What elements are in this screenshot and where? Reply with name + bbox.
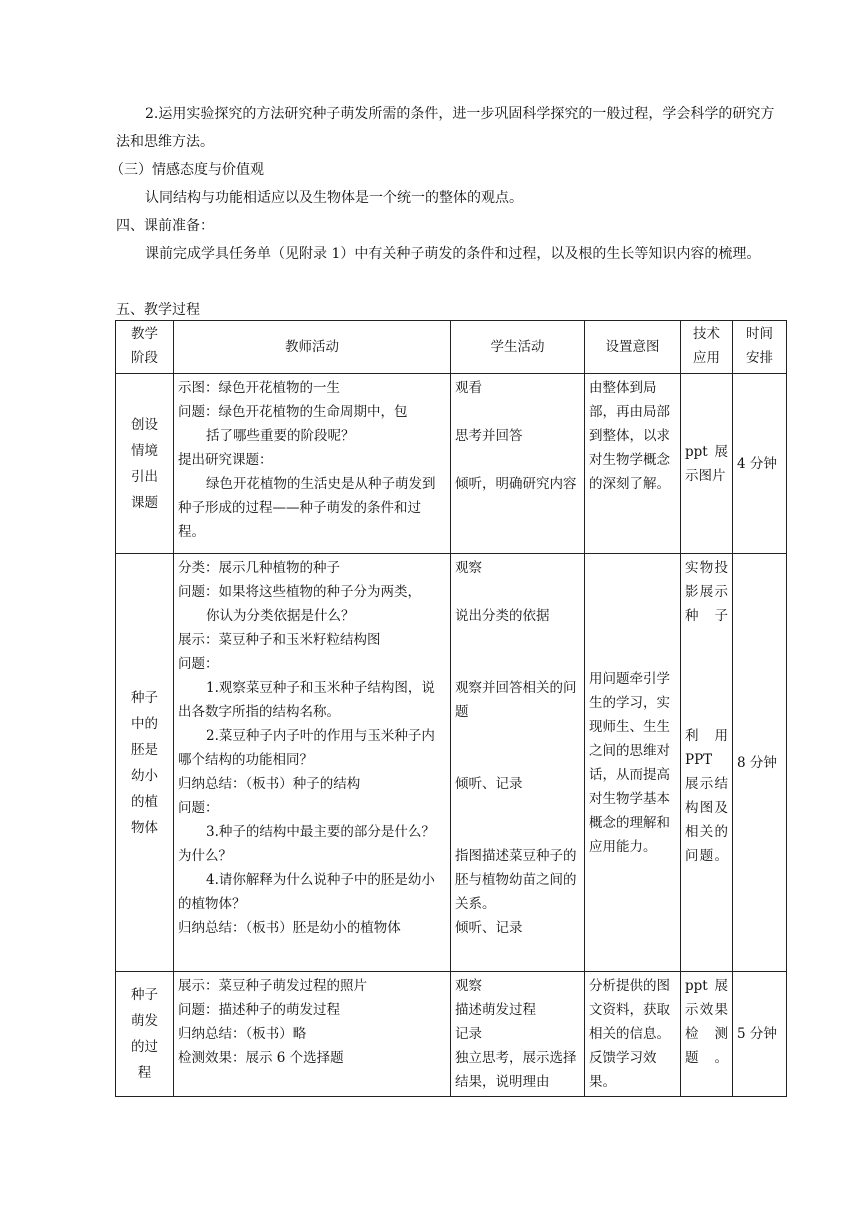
student-activity-cell: 观察 描述萌发过程 记录 独立思考，展示选择结果，说明理由 (451, 972, 585, 1097)
preparation-paragraph: 课前完成学具任务单（见附录 1）中有关种子萌发的条件和过程，以及根的生长等知识内容的梳理。 (145, 246, 761, 262)
table-header-row (116, 321, 787, 374)
header-tech: 技术 应用 (681, 321, 733, 374)
table-row (116, 972, 787, 1097)
time-cell: 5 分钟 (733, 972, 787, 1097)
tech-cell: ppt 展示图片 (681, 374, 733, 554)
intent-cell: 用问题牵引学生的学习，实现师生、生生之间的思维对话，从而提高对生物学基本概念的理解和应用能力。 (585, 554, 681, 972)
objective-paragraph-2: 2.运用实验探究的方法研究种子萌发所需的条件，进一步巩固科学探究的一般过程，学会科学的研究方法和思维方法。 (116, 106, 775, 150)
section-heading-attitude: （三）情感态度与价值观 (110, 162, 264, 178)
teacher-activity-cell: 展示：菜豆种子萌发过程的照片 问题：描述种子的萌发过程 归纳总结：（板书）略 检测效果：展示 6 个选择题 (174, 972, 451, 1097)
teaching-process-table (115, 320, 787, 1097)
section-heading-process: 五、教学过程 (116, 302, 200, 318)
attitude-paragraph: 认同结构与功能相适应以及生物体是一个统一的整体的观点。 (145, 190, 523, 206)
table-row (116, 374, 787, 554)
stage-cell: 创设 情境 引出 课题 (116, 374, 174, 554)
header-intent: 设置意图 (585, 321, 681, 374)
stage-cell: 种子 中的 胚是 幼小 的植 物体 (116, 554, 174, 972)
header-stage: 教学 阶段 (116, 321, 174, 374)
tech-cell: ppt 展示效果检测题。 (681, 972, 733, 1097)
stage-cell: 种子 萌发 的过 程 (116, 972, 174, 1097)
teacher-activity-cell: 示图：绿色开花植物的一生 问题：绿色开花植物的生命周期中，包 括了哪些重要的阶段呢？ 提出研究课题： 绿色开花植物的生活史是从种子萌发到种子形成的过程——种子萌发的条件和过程。 (174, 374, 451, 554)
section-heading-preparation: 四、课前准备： (116, 218, 214, 234)
tech-top-text: 实物投影展示种子 (685, 560, 728, 624)
header-student: 学生活动 (451, 321, 585, 374)
header-teacher: 教师活动 (174, 321, 451, 374)
student-activity-cell: 观看 思考并回答 倾听，明确研究内容 (451, 374, 585, 554)
table-row (116, 554, 787, 972)
tech-cell (681, 554, 733, 972)
intent-cell: 分析提供的图文资料，获取相关的信息。反馈学习效果。 (585, 972, 681, 1097)
teacher-activity-cell: 分类：展示几种植物的种子 问题：如果将这些植物的种子分为两类， 你认为分类依据是什么？ 展示：菜豆种子和玉米籽粒结构图 问题： 1.观察菜豆种子和玉米种子结构图，说出各数字所指的结构名称。 2.菜豆种子内子叶的作用与玉米种子内哪个结构的功能相同？ 归纳总结：（板书）种子的结构 问题： 3.种子的结构中最主要的部分是什么？为什么？ 4.请你解释为什么说种子中的胚是幼小的植物体？ 归纳总结：（板书）胚是幼小的植物体 (174, 554, 451, 972)
tech-bottom-text: 利用 PPT 展示结构图及相关的问题。 (685, 728, 728, 864)
student-activity-cell: 观察 说出分类的依据 观察并回答相关的问题 倾听、记录 指图描述菜豆种子的胚与植物幼苗之间的关系。 倾听、记录 (451, 554, 585, 972)
time-cell: 8 分钟 (733, 554, 787, 972)
time-cell: 4 分钟 (733, 374, 787, 554)
header-time: 时间 安排 (733, 321, 787, 374)
intent-cell: 由整体到局部，再由局部到整体，以求对生物学概念的深刻了解。 (585, 374, 681, 554)
